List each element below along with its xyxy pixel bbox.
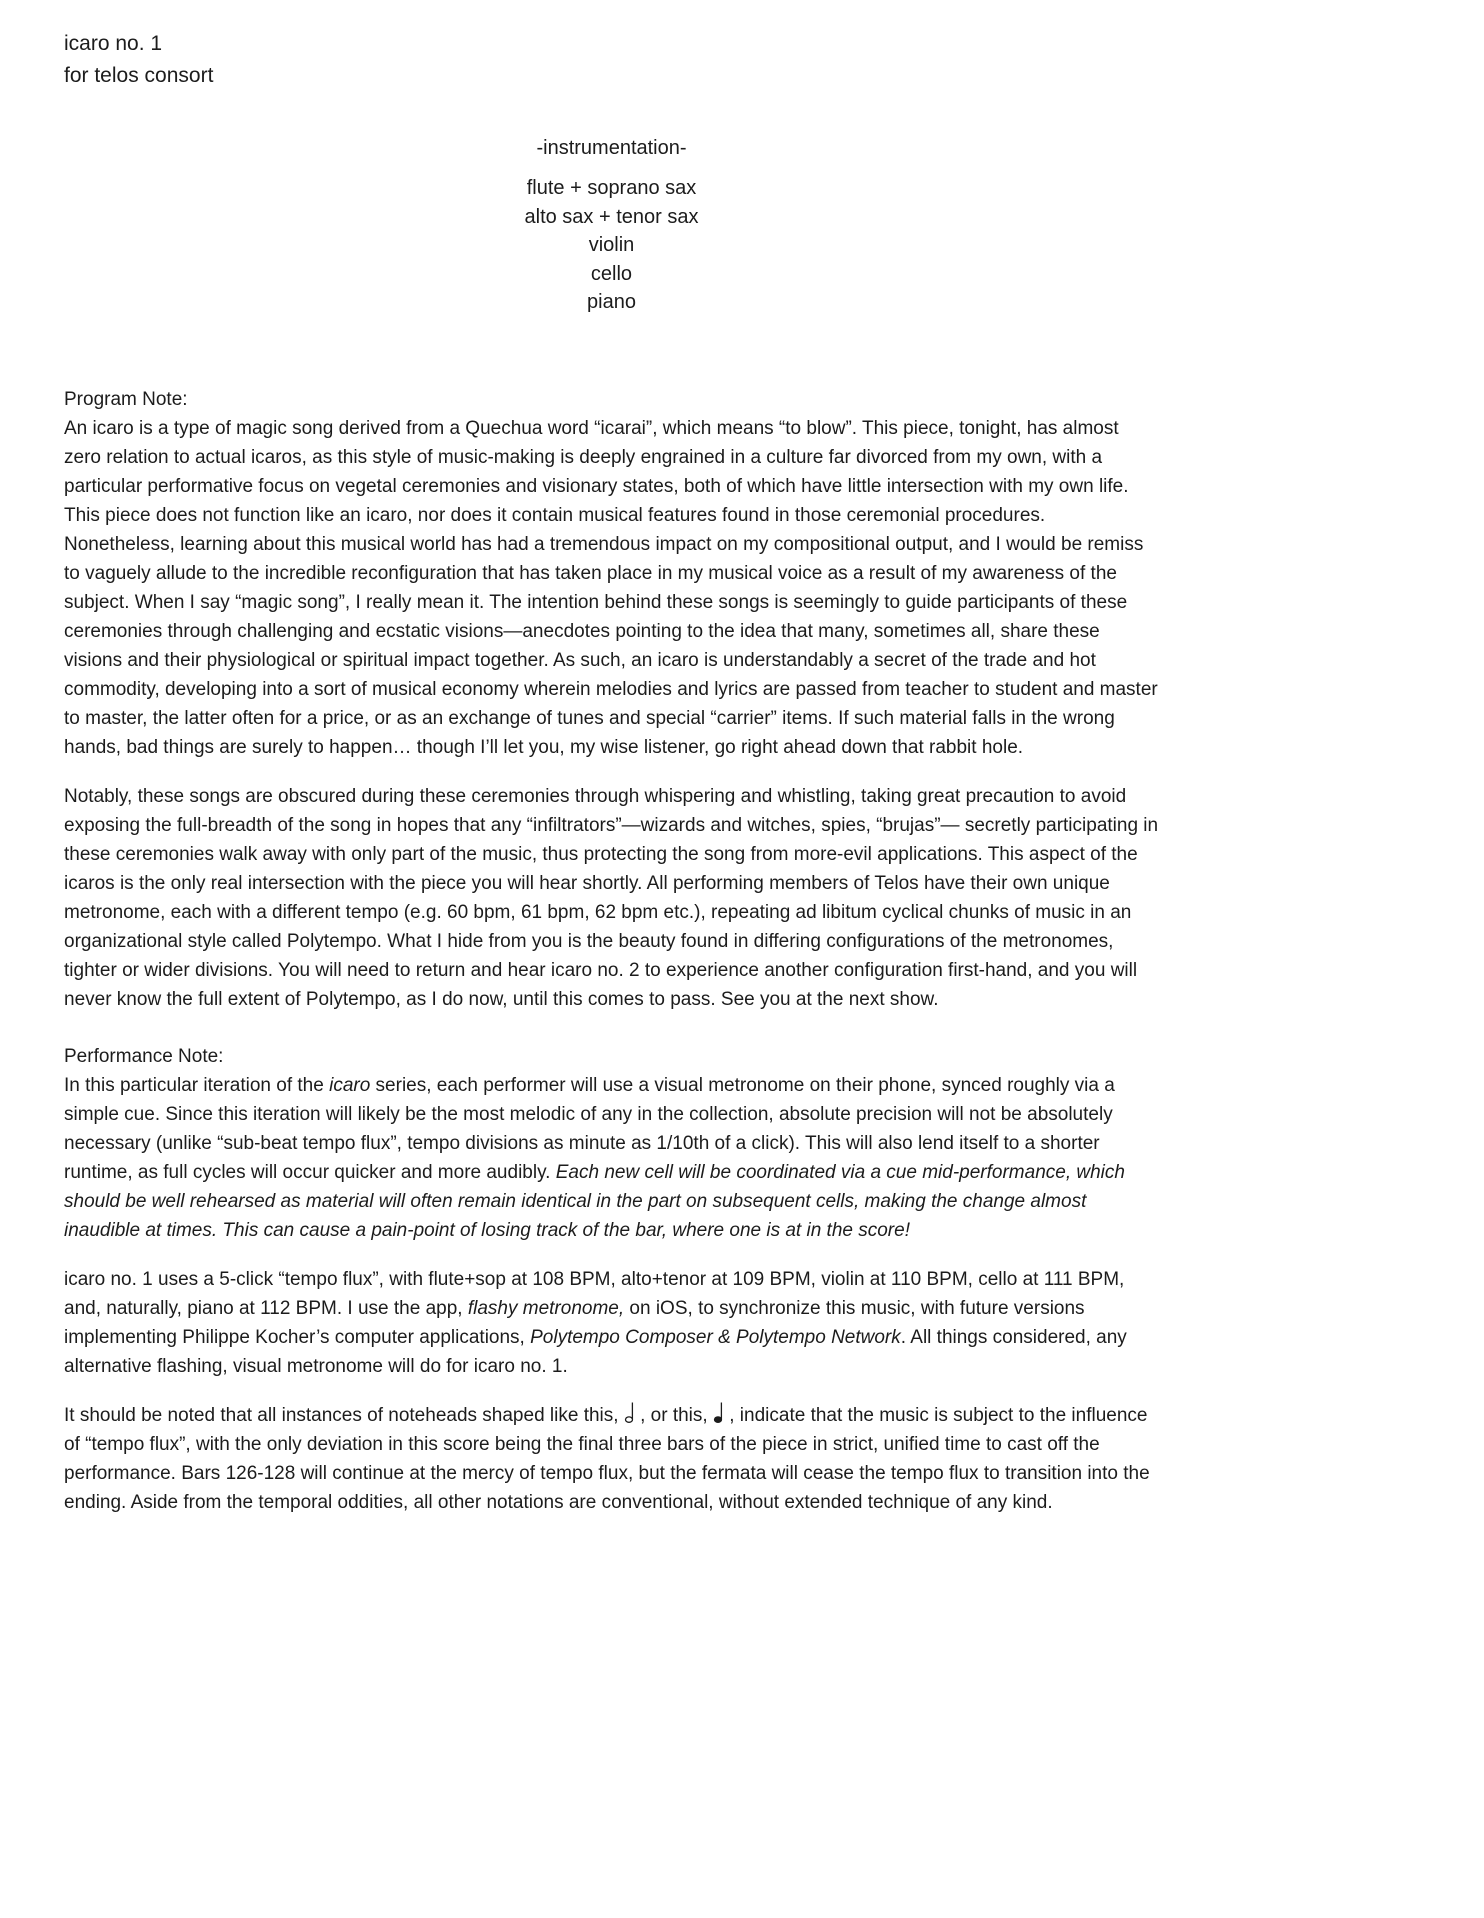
instrument-item: piano: [587, 291, 636, 313]
instrument-item: flute + soprano sax: [526, 177, 697, 199]
performance-note-paragraph-1: [64, 1071, 1159, 1245]
text-run: . All things considered, any alternative flashing, visual metronome will do for icaro no. 1.: [64, 1326, 1127, 1377]
performance-note-paragraph-3: [64, 1401, 1159, 1517]
program-note-section: [64, 385, 1159, 1014]
instrument-item: alto sax + tenor sax: [524, 205, 699, 228]
program-note-paragraph-1: An icaro is a type of magic song derived from a Quechua word “icarai”, which means “to blow”. This piece, tonight, has almost zero relation to actual icaros, as this style of music-making is deeply engrained in a culture far divorced from my own, with a particular performative focus on vegetal ceremonies and visionary states, both of which have little intersection with my own life. This piece does not function like an icaro, nor does it contain musical features found in those ceremonial procedures. Nonetheless, learning about this musical world has had a tremendous impact on my compositional output, and I would be remiss to vaguely allude to the incredible reconfiguration that has taken place in my musical voice as a result of my awareness of the subject. When I say “magic song”, I really mean it. The intention behind these songs is seemingly to guide participants of these ceremonies through challenging and ecstatic visions—anecdotes pointing to the idea that many, sometimes all, share these visions and their physiological or spiritual impact together. As such, an icaro is understandably a secret of the trade and hot commodity, developing into a sort of musical economy wherein melodies and lyrics are passed from teacher to student and master to master, the latter often for a price, or as an exchange of tunes and special “carrier” items. If such material falls in the wrong hands, bad things are surely to happen… though I’ll let you, my wise listener, go right ahead down that rabbit hole.: [64, 417, 1158, 758]
content-column: [64, 28, 1159, 1517]
text-run: In this particular iteration of the: [64, 1074, 330, 1096]
text-run: series, each performer will use a visual metronome on their phone, synced roughly via a simple cue. Since this iteration will likely be the most melodic of any in the collection, absolute precision will not be absolutely necessary (unlike “sub-beat tempo flux”, tempo divisions as minute as 1/10th of a click). This will also lend itself to a shorter runtime, as full cycles will occur quicker and more audibly.: [64, 1074, 1115, 1183]
piece-dedication: for telos consort: [64, 64, 214, 87]
instrument-item: violin: [588, 234, 635, 256]
text-run: icaro no. 1 uses a 5-click “tempo flux”, with flute+sop at 108 BPM, alto+tenor at 109 BPM, violin at 110 BPM, cello at 111 BPM, and, naturally, piano at 112 BPM. I use the app,: [64, 1268, 1125, 1319]
instrumentation-heading: -instrumentation-: [536, 137, 687, 159]
text-run: It should be noted that all instances of noteheads shaped like this,: [64, 1404, 624, 1426]
piece-title: icaro no. 1: [64, 32, 163, 55]
text-run: on iOS, to synchronize this music, with future versions implementing Philippe Kocher’s computer applications,: [64, 1297, 1085, 1348]
instrumentation-section: [64, 134, 1159, 317]
program-note-heading: Program Note:: [64, 388, 188, 410]
instrumentation-list: [64, 174, 1159, 317]
performance-note-heading: Performance Note:: [64, 1045, 224, 1067]
text-run: Polytempo Composer & Polytempo Network: [530, 1326, 901, 1348]
instrument-item: cello: [590, 262, 633, 285]
performance-note-paragraph-2: [64, 1265, 1159, 1381]
text-run: Each new cell will be coordinated via a cue mid-performance, which should be well rehearsed as material will often remain identical in the part on subsequent cells, making the change almost inaudible at times. This can cause a pain-point of losing track of the bar, where one is at in the score!: [64, 1161, 1125, 1241]
program-note-paragraph-2: Notably, these songs are obscured during these ceremonies through whispering and whistling, taking great precaution to avoid exposing the full-breadth of the song in hopes that any “infiltrators”—wizards and witches, spies, “brujas”— secretly participating in these ceremonies walk away with only part of the music, thus protecting the song from more-evil applications. This aspect of the icaros is the only real intersection with the piece you will hear shortly. All performing members of Telos have their own unique metronome, each with a different tempo (e.g. 60 bpm, 61 bpm, 62 bpm etc.), repeating ad libitum cyclical chunks of music in an organizational style called Polytempo. What I hide from you is the beauty found in differing configurations of the metronomes, tighter or wider divisions. You will need to return and hear icaro no. 2 to experience another configuration first-hand, and you will never know the full extent of Polytempo, as I do now, until this comes to pass. See you at the next show.: [64, 785, 1159, 1010]
text-run: icaro: [329, 1074, 371, 1096]
text-run: , indicate that the music is subject to the influence of “tempo flux”, with the only deviation in this score being the final three bars of the piece in strict, unified time to cast off the performance. Bars 126-128 will continue at the mercy of tempo flux, but the fermata will cease the tempo flux to transition into the ending. Aside from the temporal oddities, all other notations are conventional, without extended technique of any kind.: [64, 1404, 1150, 1513]
text-run: flashy metronome,: [467, 1297, 625, 1319]
open-notehead-icon: [624, 1401, 635, 1430]
doc-header: [64, 28, 1159, 92]
performance-note-section: [64, 1042, 1159, 1517]
text-run: , or this,: [634, 1404, 713, 1426]
filled-notehead-icon: [713, 1401, 724, 1430]
